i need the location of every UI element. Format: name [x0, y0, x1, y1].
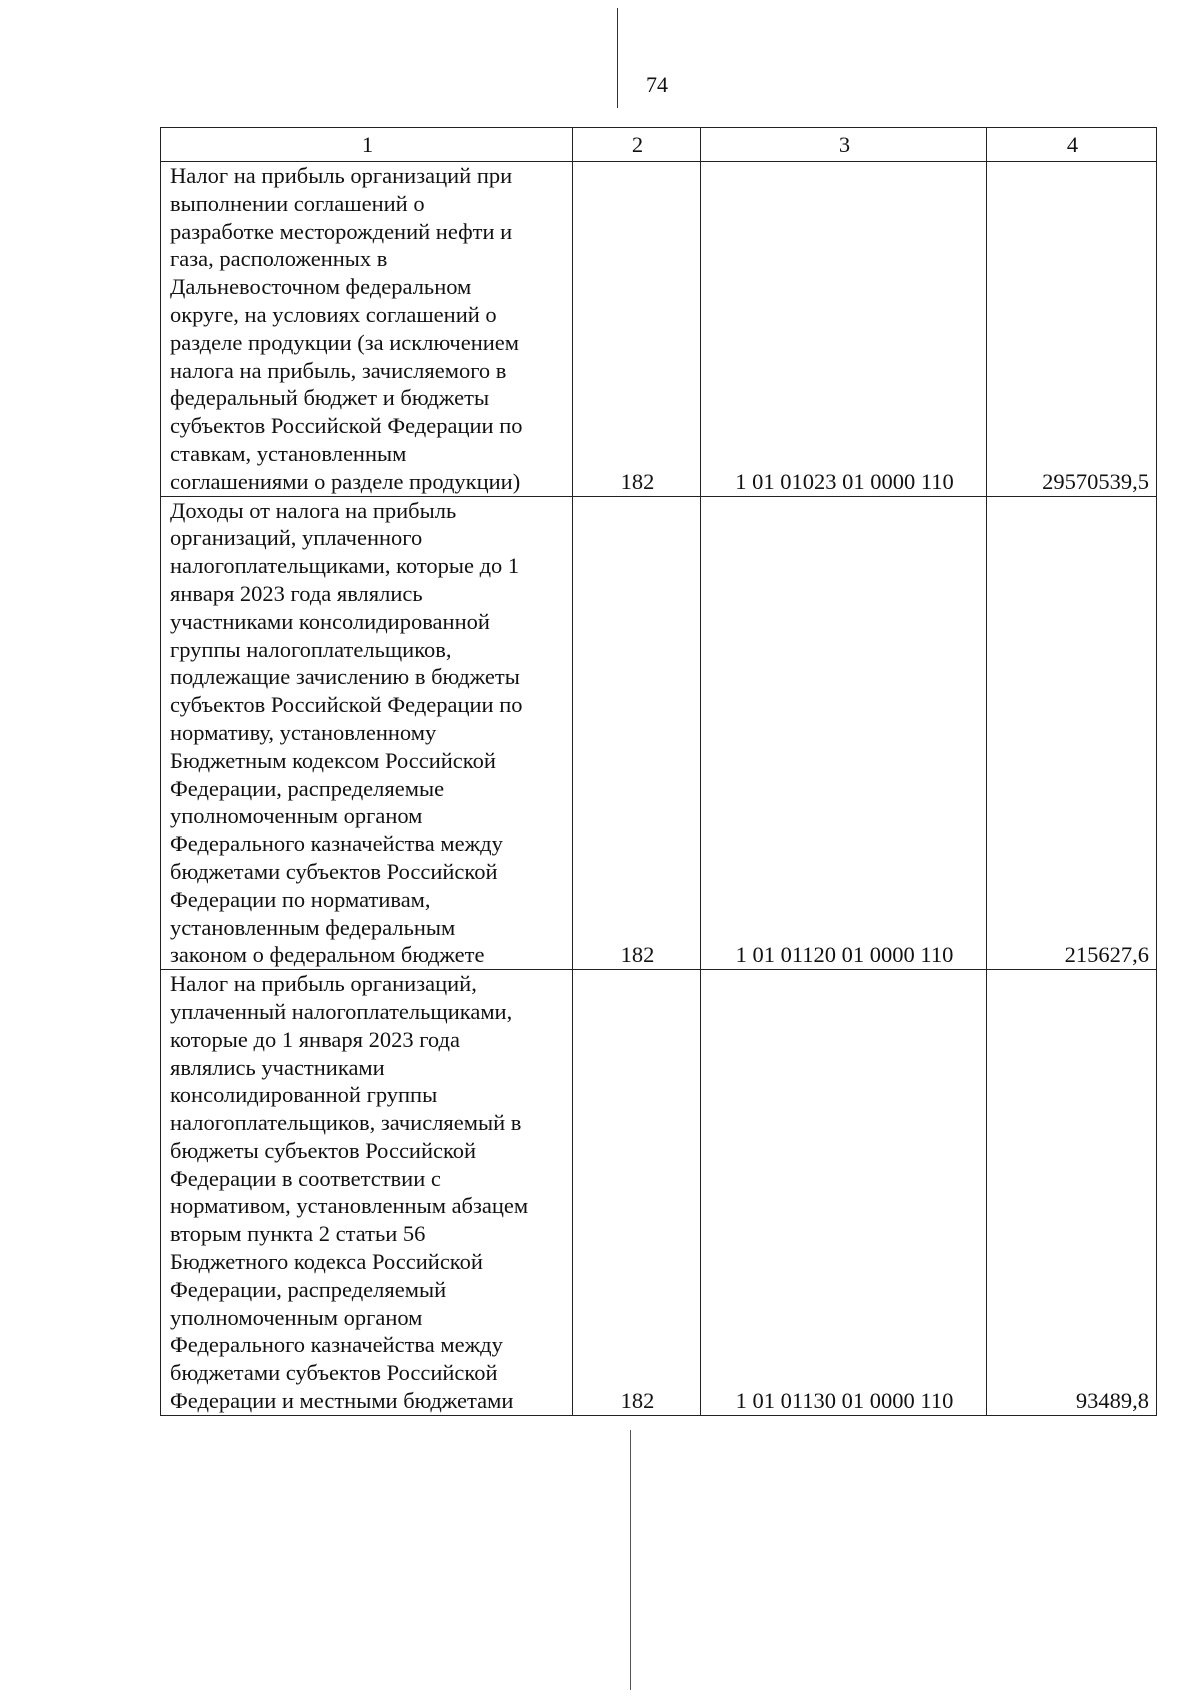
revenue-name-line: Налог на прибыль организаций,: [170, 971, 477, 997]
revenue-name-line: округе, на условиях соглашений о: [170, 301, 497, 327]
scan-artifact-line: [617, 8, 618, 108]
revenue-name-line: нормативу, установленному: [170, 719, 437, 745]
revenue-name-line: налогоплательщиков, зачисляемый в: [170, 1110, 522, 1136]
revenue-name-line: являлись участниками: [170, 1054, 385, 1080]
revenue-name-line: которые до 1 января 2023 года: [170, 1026, 460, 1052]
admin-code-cell: 182: [573, 970, 701, 1416]
budget-code-cell: 1 01 01023 01 0000 110: [701, 162, 987, 497]
revenue-name-line: консолидированной группы: [170, 1082, 438, 1108]
budget-code-cell: 1 01 01130 01 0000 110: [701, 970, 987, 1416]
amount-cell: 215627,6: [987, 496, 1157, 970]
revenue-name-line: Федерации и местными бюджетами: [170, 1388, 514, 1414]
table-row: [161, 162, 1157, 497]
revenue-name-line: разработке месторождений нефти и: [170, 218, 513, 244]
revenue-name-line: бюджетами субъектов Российской: [170, 1360, 498, 1386]
admin-code-cell: 182: [573, 496, 701, 970]
revenue-name-line: уплаченный налогоплательщиками,: [170, 998, 513, 1024]
revenue-name-line: Налог на прибыль организаций при: [170, 163, 513, 188]
revenue-name-line: газа, расположенных в: [170, 246, 388, 272]
revenue-name-line: налогоплательщиками, которые до 1: [170, 553, 520, 579]
revenue-name-line: разделе продукции (за исключением: [170, 329, 520, 355]
revenue-name-line: бюджетами субъектов Российской: [170, 858, 498, 884]
table-row: [161, 496, 1157, 970]
revenue-name-line: Доходы от налога на прибыль: [170, 497, 457, 523]
revenue-name-line: подлежащие зачислению в бюджеты: [170, 664, 520, 690]
column-header: 1: [161, 128, 573, 162]
revenue-name-line: Бюджетным кодексом Российской: [170, 747, 496, 773]
revenue-name-cell: [161, 496, 573, 970]
admin-code-cell: 182: [573, 162, 701, 497]
column-header: 3: [701, 128, 987, 162]
column-header: 2: [573, 128, 701, 162]
revenue-name-line: субъектов Российской Федерации по: [170, 413, 523, 439]
revenue-name-line: субъектов Российской Федерации по: [170, 692, 523, 718]
amount-cell: 29570539,5: [987, 162, 1157, 497]
table-row: [161, 970, 1157, 1416]
budget-code-cell: 1 01 01120 01 0000 110: [701, 496, 987, 970]
revenue-name-line: организаций, уплаченного: [170, 525, 423, 551]
page-number: 74: [646, 72, 668, 97]
revenue-table: [160, 127, 1157, 1416]
revenue-name-line: уполномоченным органом: [170, 1304, 423, 1330]
revenue-name-line: бюджеты субъектов Российской: [170, 1137, 477, 1163]
scan-artifact-line: [630, 1430, 631, 1690]
revenue-name-line: Федерации по нормативам,: [170, 886, 431, 912]
revenue-name-line: Федерального казначейства между: [170, 831, 503, 857]
revenue-name-line: ставкам, установленным: [170, 440, 407, 466]
revenue-name-line: вторым пункта 2 статьи 56: [170, 1221, 426, 1247]
revenue-name-line: Дальневосточном федеральном: [170, 274, 472, 300]
revenue-name-line: Федерального казначейства между: [170, 1332, 503, 1358]
revenue-name-line: соглашениями о разделе продукции): [170, 468, 521, 494]
table-header-row: [161, 128, 1157, 162]
revenue-name-cell: [161, 970, 573, 1416]
revenue-name-line: нормативом, установленным абзацем: [170, 1193, 529, 1219]
revenue-name-line: Бюджетного кодекса Российской: [170, 1249, 483, 1275]
revenue-name-line: установленным федеральным: [170, 914, 456, 940]
revenue-name-line: группы налогоплательщиков,: [170, 636, 452, 662]
amount-cell: 93489,8: [987, 970, 1157, 1416]
revenue-name-line: выполнении соглашений о: [170, 190, 425, 216]
revenue-name-line: законом о федеральном бюджете: [170, 942, 485, 968]
revenue-name-line: налога на прибыль, зачисляемого в: [170, 357, 507, 383]
revenue-name-line: уполномоченным органом: [170, 803, 423, 829]
revenue-name-line: января 2023 года являлись: [170, 580, 423, 606]
column-header: 4: [987, 128, 1157, 162]
revenue-name-line: Федерации в соответствии с: [170, 1165, 441, 1191]
revenue-name-line: Федерации, распределяемый: [170, 1276, 447, 1302]
revenue-name-line: федеральный бюджет и бюджеты: [170, 385, 490, 411]
revenue-name-line: Федерации, распределяемые: [170, 775, 445, 801]
revenue-name-line: участниками консолидированной: [170, 608, 490, 634]
revenue-name-cell: [161, 162, 573, 497]
